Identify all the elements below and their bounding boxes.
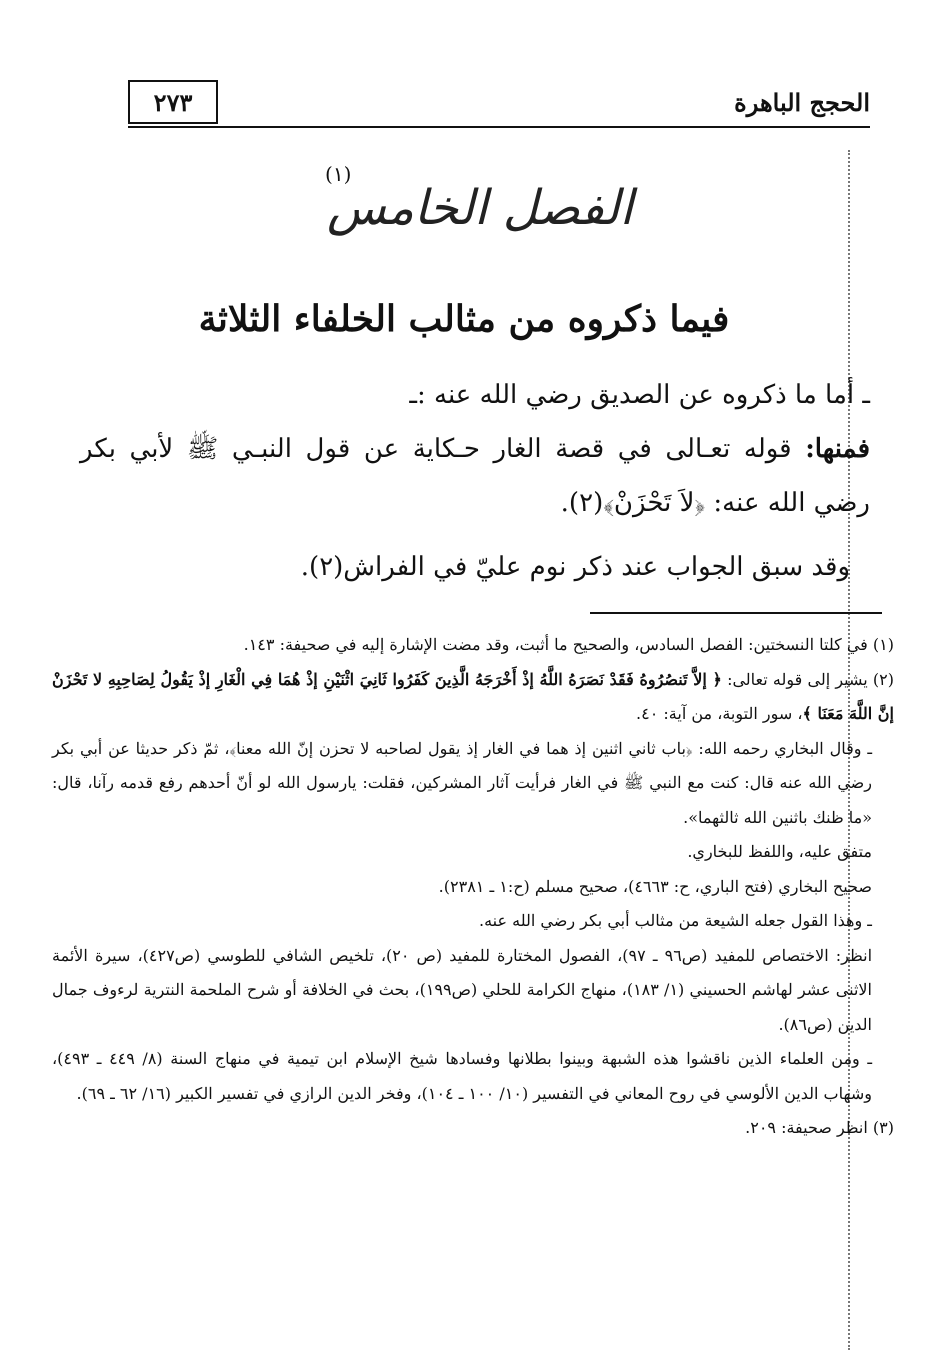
footnote-2-verse: ﴿ إلاَّ تَنصُرُوهُ فَقَدْ نَصَرَهُ اللَّهُ إذْ أَخْرَجَهُ الَّذِينَ كَفَرُوا ثَانِيَ اثْنَيْنِ إذْ هُمَا فِي الْغَارِ إذْ يَقُولُ لِصَاحِبِهِ لا تَحْزَنْ إنَّ اللَّهَ مَعَنَا ﴾ [52, 669, 894, 723]
header-rule [128, 126, 870, 128]
paragraph-1-lead: فمنها: [805, 434, 870, 464]
chapter-title-calligraphy: الفصل الخامس [327, 180, 633, 236]
chapter-footnote-ref: (١) [325, 162, 352, 186]
footnote-2-ref: ، سور التوبة، من آية: ٤٠. [636, 704, 803, 723]
paragraph-2: وقد سبق الجواب عند ذكر نوم عليّ في الفراش(٢). [300, 552, 850, 582]
footnote-separator [590, 612, 882, 614]
footnote-2-scholars: ـ ومن العلماء الذين ناقشوا هذه الشبهة وبينوا بطلانها وفسادها شيخ الإسلام ابن تيمية في منهاج السنة (٨/ ٤٤٩ ـ ٤٩٣)، وشهاب الدين الألوسي في روح المعاني في التفسير (١٠/ ١٠٠ ـ ١٠٤)، وفخر الدين الرازي في تفسير الكبير (١٦/ ٦٢ ـ ٦٩). [52, 1049, 873, 1103]
paragraph-1 [80, 422, 870, 530]
intro-line: ـ أما ما ذكروه عن الصديق رضي الله عنه :ـ [409, 380, 870, 410]
footnote-3: (٣) انظر صحيفة: ٢٠٩. [745, 1118, 894, 1137]
footnote-1: (١) في كلتا النسختين: الفصل السادس، والصحيح ما أثبت، وقد مضت الإشارة إليه في صحيفة: ١٤٣. [243, 635, 894, 654]
footnotes [52, 628, 894, 1146]
footnote-2-lead: (٢) يشير إلى قوله تعالى: [721, 669, 895, 689]
running-title: الحجج الباهرة [734, 88, 870, 117]
footnote-2-shia: ـ وهذا القول جعله الشيعة من مثالب أبي بكر رضي الله عنه. [479, 911, 872, 930]
footnote-2 [52, 663, 894, 732]
footnote-2-bukhari: ـ وقال البخاري رحمه الله: ﴿باب ثاني اثنين إذ هما في الغار إذ يقول لصاحبه لا تحزن إنّ الله معنا﴾، ثمّ ذكر حديثا عن أبي بكر رضي الله عنه قال: كنت مع النبي ﷺ في الغار فرأيت آثار المشركين، فقلت: يارسول الله لو أنّ أحدهم رفع قدمه رآنا، قال: «ما ظنك باثنين الله ثالثهما». [52, 738, 872, 827]
footnote-2-agreed: متفق عليه، واللفظ للبخاري. [687, 842, 872, 861]
paragraph-1-text: قوله تعـالى في قصة الغار حـكاية عن قول النبـي ﷺ لأبي بكر رضي الله عنه: ﴿لاَ تَحْزَنْ﴾(٢). [80, 434, 870, 518]
footnote-2-sahih: صحيح البخاري (فتح الباري، ح: ٤٦٦٣)، صحيح مسلم (ح:١ ـ ٢٣٨١). [438, 876, 872, 896]
footnote-2-see: انظر: الاختصاص للمفيد (ص٩٦ ـ ٩٧)، الفصول المختارة للمفيد (ص ٢٠)، تلخيص الشافي للطوسي (ص٤٢٧)، سيرة الأئمة الاثنى عشر لهاشم الحسيني (١/ ١٨٣)، منهاج الكرامة للحلي (ص١٩٩)، بحث في الخلافة أو شرح الملحمة النترية لرءوف جمال الدين (ص٨٦). [52, 945, 873, 1034]
page-number: ٢٧٣ [128, 80, 218, 124]
main-text [80, 368, 870, 594]
section-heading: فيما ذكروه من مثالب الخلفاء الثلاثة [198, 298, 730, 340]
